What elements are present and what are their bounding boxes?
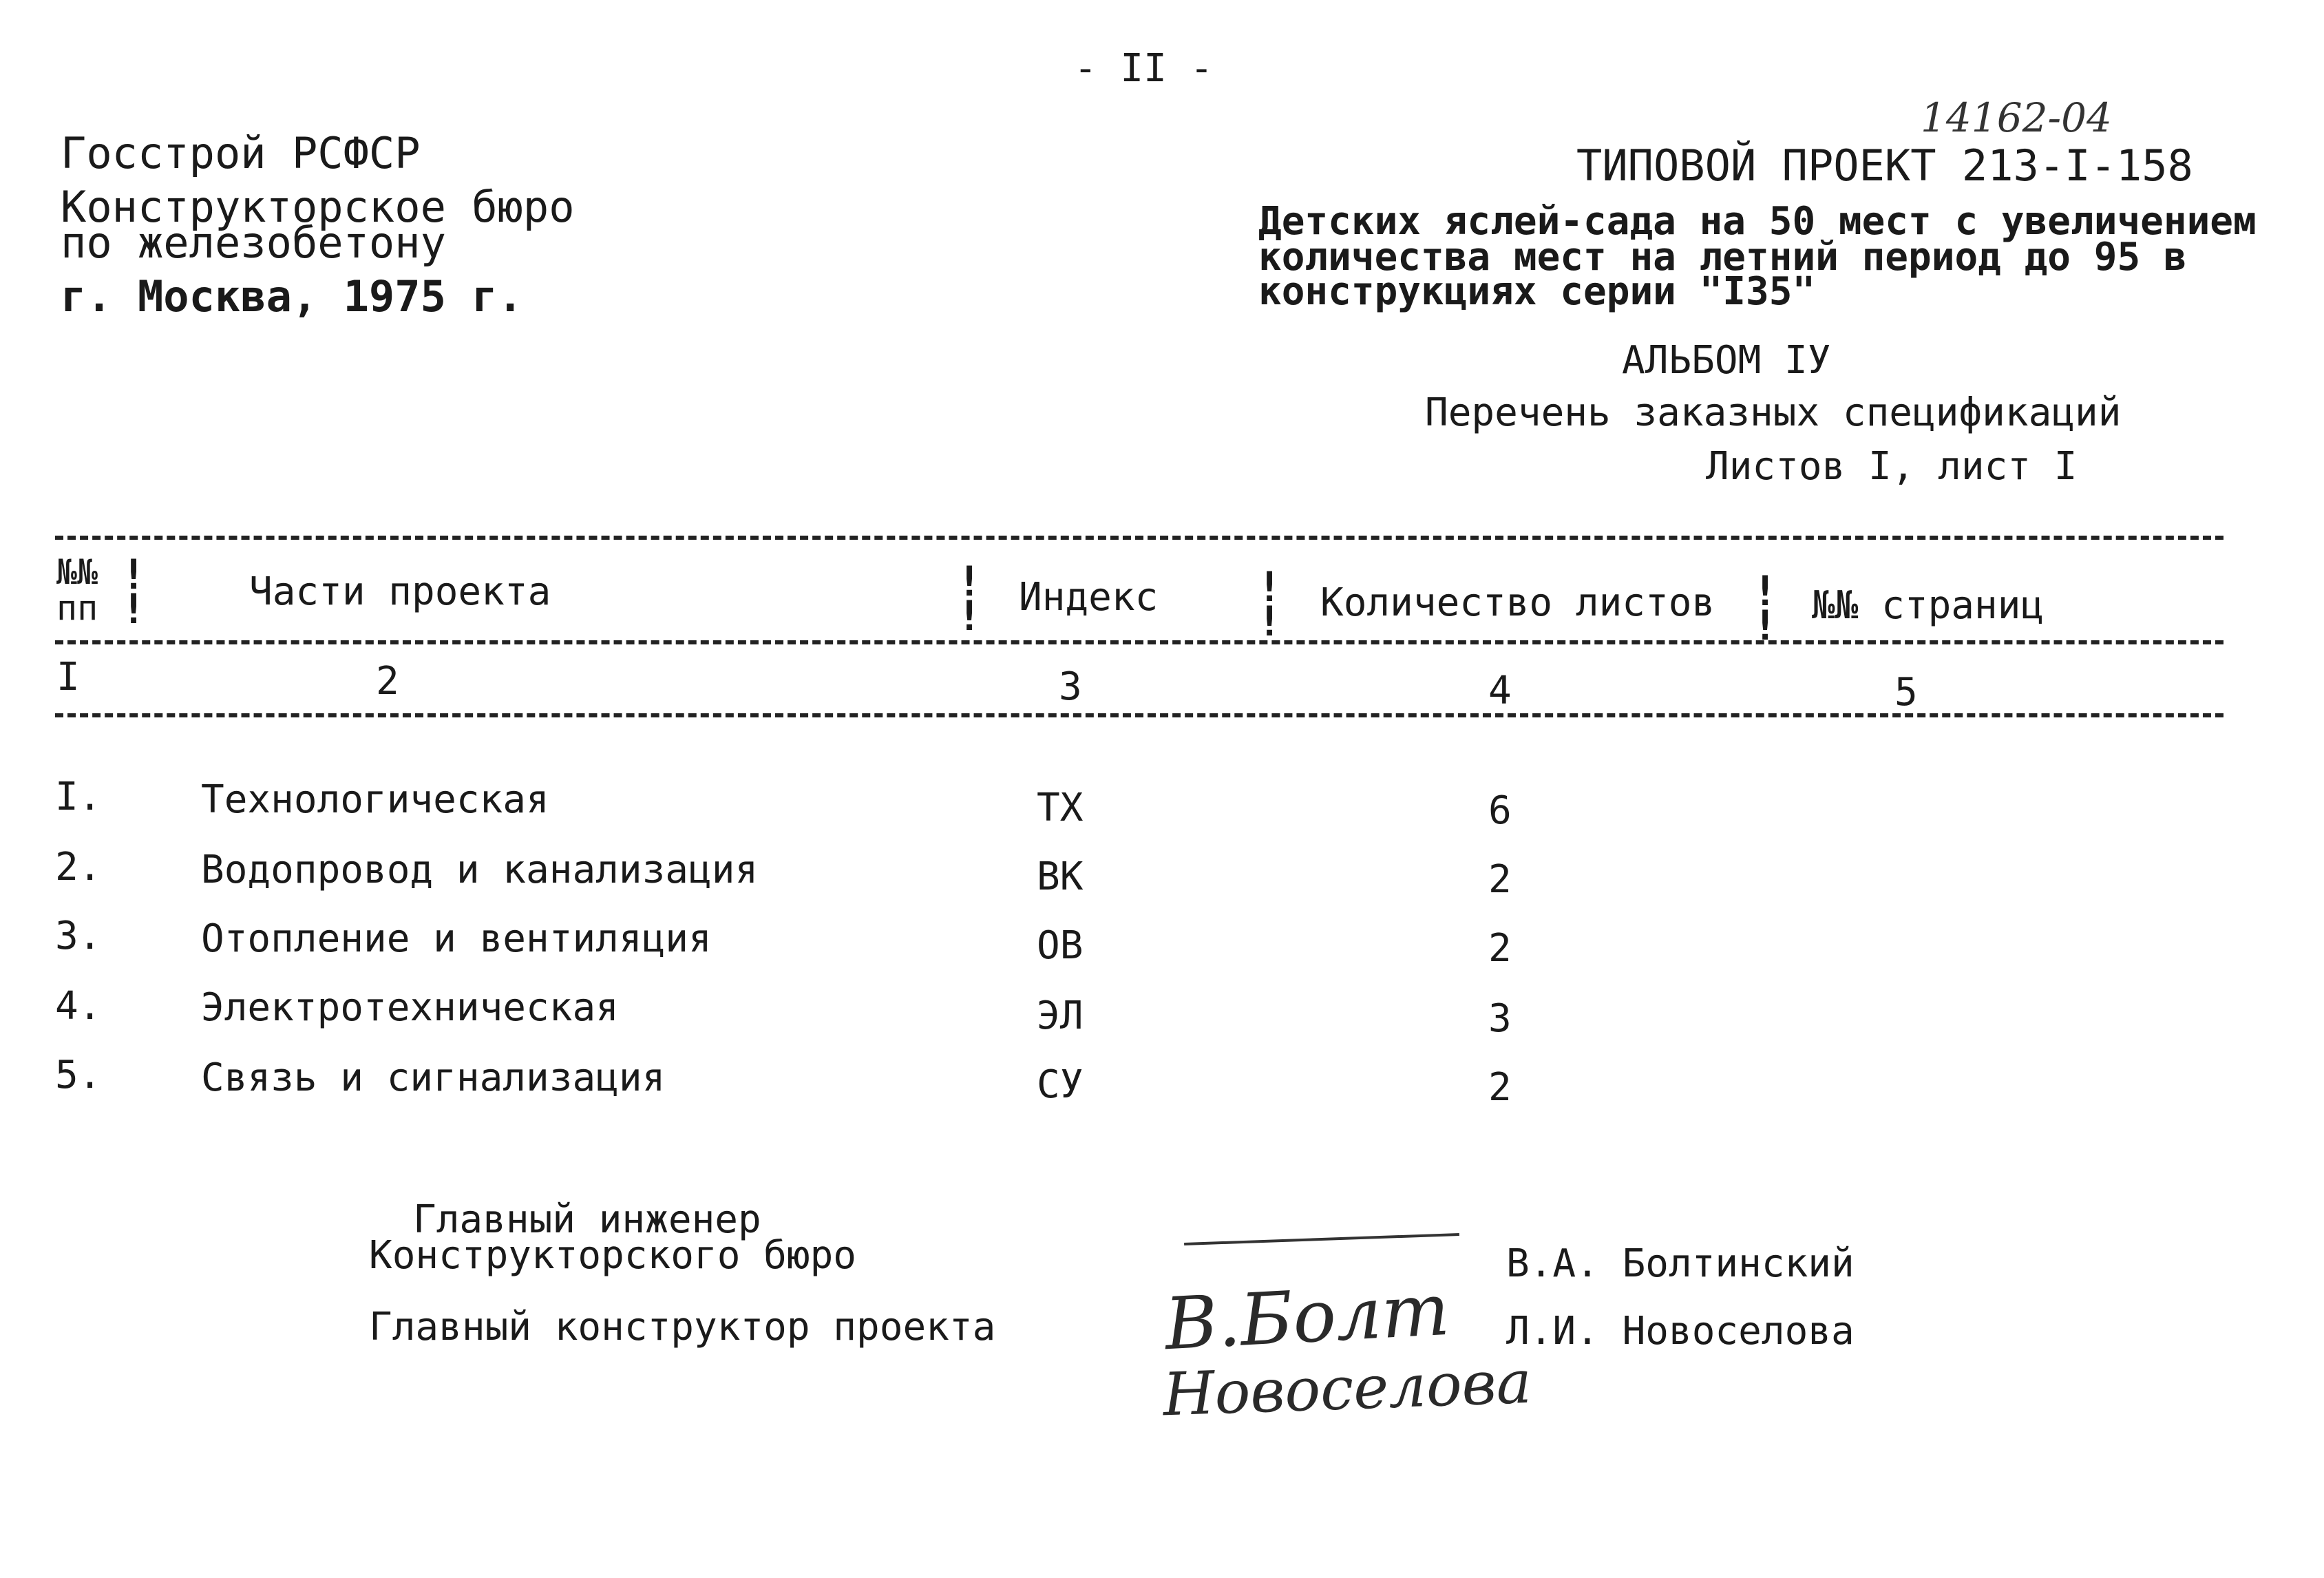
sheet-count: Листов I, лист I bbox=[1706, 444, 2078, 489]
header-num-line-1: №№ bbox=[56, 552, 98, 592]
row-count: 2 bbox=[1488, 1065, 1512, 1110]
col-number: 3 bbox=[1059, 664, 1082, 709]
header-index: Индекс bbox=[1019, 575, 1159, 620]
row-count: 3 bbox=[1488, 996, 1512, 1041]
row-num: 4. bbox=[55, 984, 102, 1029]
column-separator: ! bbox=[1753, 567, 1778, 616]
column-separator: ! bbox=[1753, 602, 1778, 650]
row-index: ОВ bbox=[1037, 923, 1084, 968]
header-num-line-2: пп bbox=[56, 588, 98, 628]
org-line-3: по железобетону bbox=[61, 218, 446, 268]
row-index: ТХ bbox=[1037, 786, 1084, 830]
row-name: Технологическая bbox=[201, 777, 549, 822]
signature-2: Новоселова bbox=[1161, 1347, 1533, 1430]
column-separator: ! bbox=[957, 592, 982, 640]
name-2: Л.И. Новоселова bbox=[1506, 1309, 1855, 1354]
page-number: - II - bbox=[1074, 46, 1214, 91]
signature-1: В.Болт bbox=[1163, 1267, 1452, 1367]
table-top-rule bbox=[55, 536, 2223, 540]
row-name: Отопление и вентиляция bbox=[201, 916, 712, 961]
org-line-1: Госстрой РСФСР bbox=[61, 128, 421, 178]
col-number: 5 bbox=[1894, 670, 1918, 715]
col-number: 2 bbox=[376, 659, 399, 704]
column-separator: ! bbox=[1257, 598, 1282, 646]
document-subtitle: Перечень заказных спецификаций bbox=[1425, 390, 2122, 435]
role-1-line-1: Главный инженер bbox=[413, 1197, 761, 1242]
org-line-4: г. Москва, 1975 г. bbox=[61, 271, 523, 322]
row-num: 2. bbox=[55, 845, 102, 890]
col-number: 4 bbox=[1488, 669, 1512, 713]
handwritten-archive-number: 14162-04 bbox=[1921, 94, 2112, 141]
row-count: 2 bbox=[1488, 857, 1512, 902]
row-name: Электротехническая bbox=[201, 985, 619, 1030]
column-separator: ! bbox=[957, 558, 982, 606]
column-separator: ! bbox=[1257, 563, 1282, 611]
row-index: ЭЛ bbox=[1037, 993, 1084, 1038]
column-separator: ! bbox=[121, 551, 147, 599]
row-index: СУ bbox=[1037, 1062, 1084, 1107]
album-label: АЛЬБОМ IУ bbox=[1622, 338, 1831, 383]
row-count: 6 bbox=[1488, 788, 1512, 833]
table-header-rule bbox=[55, 640, 2223, 644]
project-desc-line-3: конструкциях серии "I35" bbox=[1258, 269, 1816, 314]
col-number: I bbox=[56, 655, 80, 699]
org-line-2: Конструкторское бюро bbox=[61, 182, 575, 232]
role-2: Главный конструктор проекта bbox=[369, 1305, 996, 1349]
row-name: Водопровод и канализация bbox=[201, 848, 759, 892]
row-num: 3. bbox=[55, 914, 102, 958]
row-index: ВК bbox=[1037, 854, 1084, 899]
name-1: В.А. Болтинский bbox=[1506, 1241, 1855, 1286]
header-count: Количество листов bbox=[1320, 580, 1715, 625]
row-num: 5. bbox=[55, 1053, 102, 1097]
header-parts: Части проекта bbox=[249, 569, 551, 614]
header-pages: №№ страниц bbox=[1812, 583, 2045, 628]
project-label: ТИПОВОЙ ПРОЕКТ 213-I-158 bbox=[1576, 140, 2193, 191]
column-separator: ! bbox=[121, 585, 147, 633]
project-desc-line-1: Детских яслей-сада на 50 мест с увеличением bbox=[1258, 199, 2257, 244]
project-desc-line-2: количества мест на летний период до 95 в bbox=[1258, 235, 2187, 280]
role-1-line-2: Конструкторского бюро bbox=[369, 1233, 857, 1278]
row-name: Связь и сигнализация bbox=[201, 1055, 666, 1100]
row-num: I. bbox=[55, 775, 102, 819]
row-count: 2 bbox=[1488, 926, 1512, 971]
